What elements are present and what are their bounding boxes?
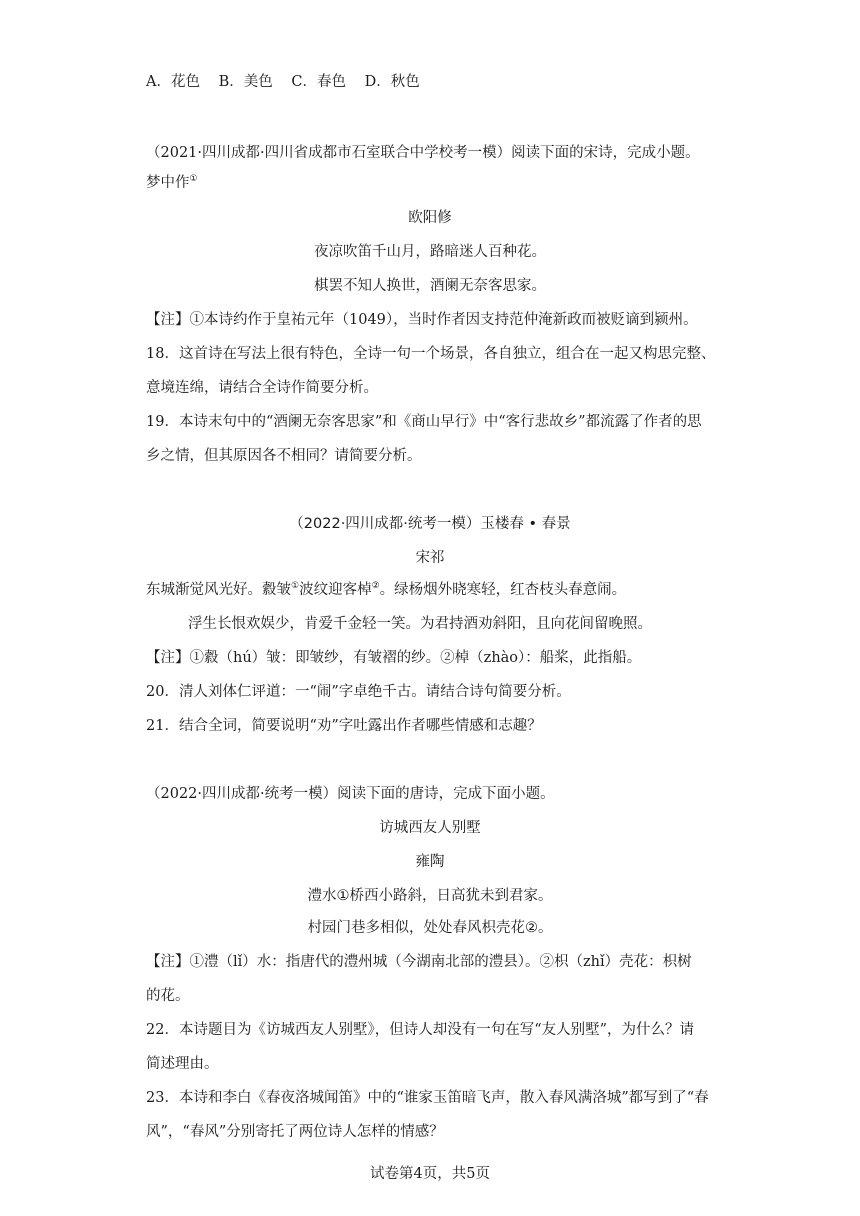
section3-source: （2022·四川成都·统考一模）阅读下面的唐诗，完成下面小题。 (146, 786, 555, 802)
section3-note-line2: 的花。 (146, 988, 190, 1004)
option-c: C．春色 (291, 74, 346, 90)
poem-title-text: 梦中作 (146, 175, 190, 191)
section2-poem-line2: 浮生长恨欢娱少，肯爱千金轻一笑。为君持酒劝斜阳，且向花间留晚照。 (188, 616, 652, 632)
question-19-line2: 乡之情，但其原因各不相同？请简要分析。 (146, 448, 422, 464)
question-18-line2: 意境连绵，请结合全诗作简要分析。 (146, 380, 378, 396)
section2-source-title: （2022·四川成都·统考一模）玉楼春 • 春景 (289, 516, 571, 532)
section2-note: 【注】①縠（hú）皱：即皱纱，有皱褶的纱。②棹（zhào）：船桨，此指船。 (146, 650, 642, 666)
answer-options (146, 72, 434, 92)
section3-poem-title: 访城西友人别墅 (379, 820, 481, 836)
question-23-line2: 风”，“春风”分别寄托了两位诗人怎样的情感？ (146, 1124, 444, 1140)
section1-poem-line2: 棋罢不知人换世，酒阑无奈客思家。 (314, 278, 546, 294)
section3-poem-line2: 村园门巷多相似，处处春风枳壳花②。 (307, 920, 553, 936)
question-18-line1: 18．这首诗在写法上很有特色，全诗一句一个场景，各自独立，组合在一起又构思完整、 (146, 346, 716, 362)
poem-text: 东城渐觉风光好。縠皱 (146, 582, 291, 598)
section1-author: 欧阳修 (408, 210, 452, 226)
section2-poem-line1 (146, 580, 626, 600)
question-21: 21．结合全词，简要说明“劝”字吐露出作者哪些情感和志趣？ (146, 718, 542, 734)
footnote-mark-1: ① (291, 581, 300, 592)
section1-source: （2021·四川成都·四川省成都市石室联合中学校考一模）阅读下面的宋诗，完成小题。 (146, 145, 700, 161)
footnote-mark-2: ② (371, 581, 380, 592)
poem-title-footnote-mark: ① (189, 174, 198, 185)
section3-poem-line1: 澧水①桥西小路斜，日高犹未到君家。 (307, 888, 553, 904)
poem-text: 。绿杨烟外晓寒轻，红杏枝头春意闹。 (379, 582, 627, 598)
section2-author: 宋祁 (415, 550, 445, 566)
section3-author: 雍陶 (415, 854, 445, 870)
question-22-line1: 22．本诗题目为《访城西友人别墅》，但诗人却没有一句在写“友人别墅”，为什么？请 (146, 1022, 695, 1038)
option-b: B．美色 (218, 74, 273, 90)
option-a: A．花色 (146, 74, 200, 90)
section1-poem-title (146, 173, 198, 193)
question-22-line2: 简述理由。 (146, 1056, 219, 1072)
poem-text: 波纹迎客棹 (299, 582, 372, 598)
section3-note-line1: 【注】①澧（lǐ）水：指唐代的澧州城（今湖南北部的澧县）。②枳（zhǐ）壳花：枳树 (146, 954, 692, 970)
question-23-line1: 23．本诗和李白《春夜洛城闻笛》中的“谁家玉笛暗飞声，散入春风满洛城”都写到了“春 (146, 1090, 709, 1106)
option-d: D．秋色 (364, 74, 420, 90)
question-19-line1: 19．本诗末句中的“酒阑无奈客思家”和《商山早行》中“客行悲故乡”都流露了作者的思 (146, 414, 702, 430)
question-20: 20．清人刘体仁评道：一“闹”字卓绝千古。请结合诗句简要分析。 (146, 684, 571, 700)
page-footer: 试卷第4页，共5页 (370, 1166, 490, 1182)
section1-note: 【注】①本诗约作于皇祐元年（1049），当时作者因支持范仲淹新政而被贬谪到颍州。 (146, 312, 698, 328)
section1-poem-line1: 夜凉吹笛千山月，路暗迷人百种花。 (314, 244, 546, 260)
